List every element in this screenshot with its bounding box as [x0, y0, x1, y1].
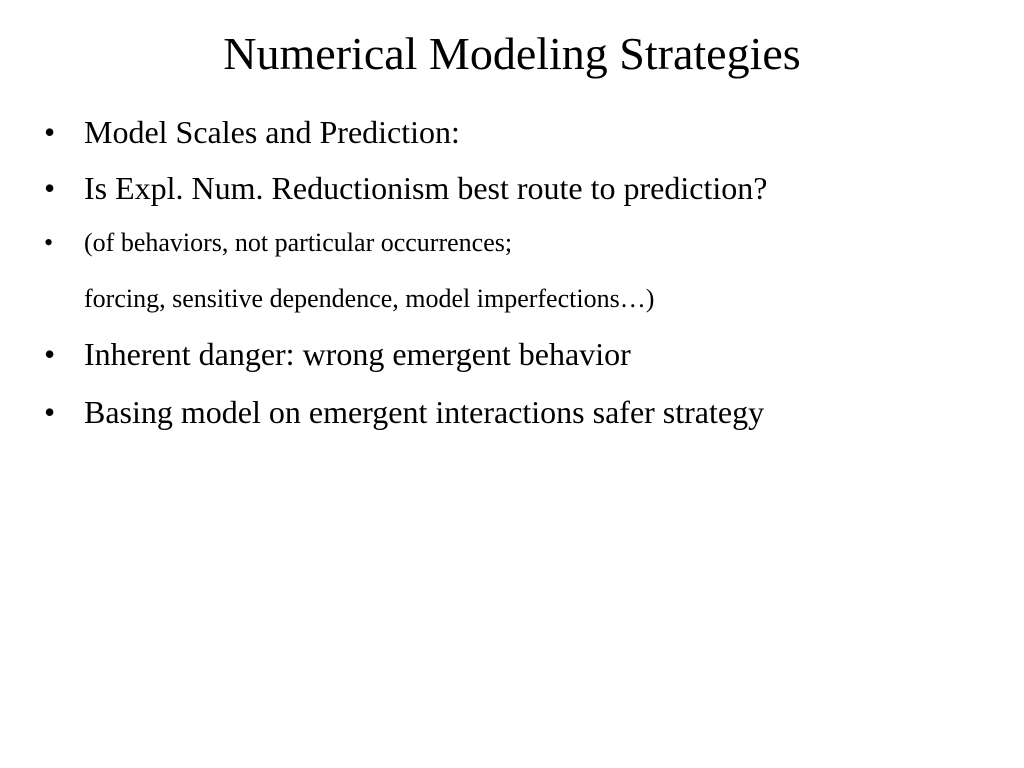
bullet-marker: • [44, 228, 54, 257]
bullet-text: Inherent danger: wrong emergent behavior [84, 336, 631, 372]
bullet-text: Is Expl. Num. Reductionism best route to prediction? [84, 170, 768, 206]
bullet-marker: • [44, 114, 56, 150]
bullet-marker: • [44, 394, 56, 430]
bullet-text: Model Scales and Prediction: [84, 114, 460, 150]
bullet-text: Basing model on emergent interactions safer strategy [84, 394, 765, 430]
slide-title: Numerical Modeling Strategies [223, 28, 801, 79]
bullet-marker: • [44, 170, 56, 206]
bullet-marker: • [44, 336, 56, 372]
bullet-continuation-text: forcing, sensitive dependence, model imperfections…) [84, 284, 655, 313]
bullet-text: (of behaviors, not particular occurrences; [84, 228, 513, 257]
